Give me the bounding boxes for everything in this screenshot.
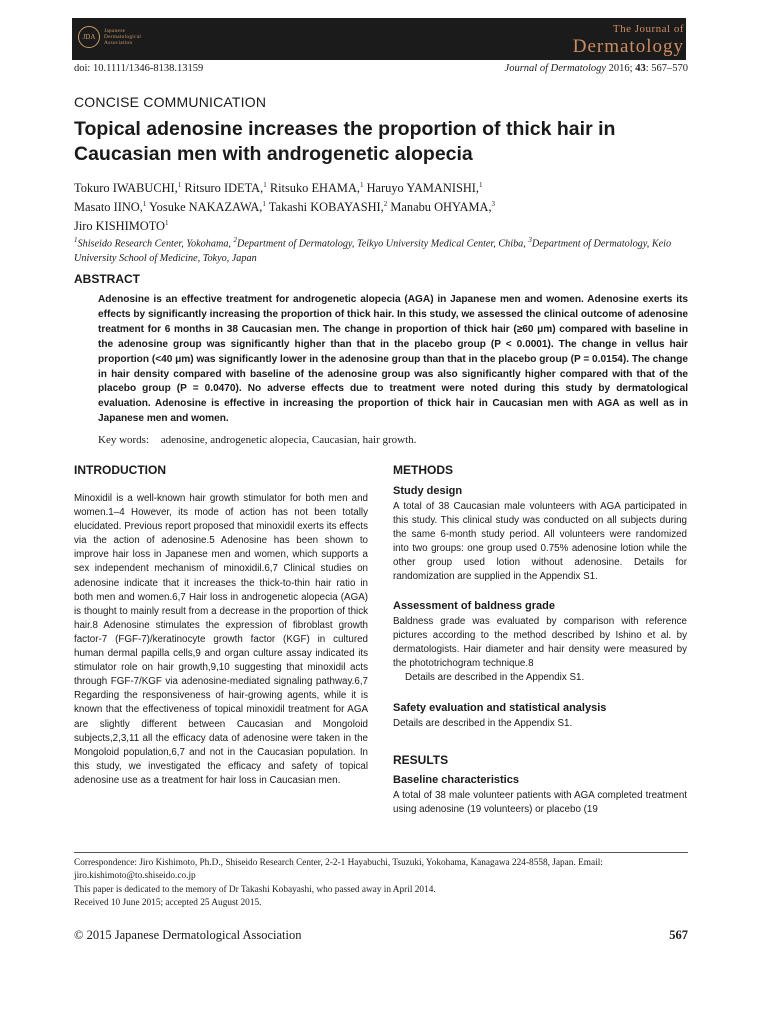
study-design-heading: Study design — [393, 485, 463, 497]
page-title: Topical adenosine increases the proportion of thick hair in Caucasian men with androgenetic alopecia — [74, 118, 616, 165]
footnotes — [74, 857, 694, 910]
footnote-divider — [74, 852, 688, 853]
baldness-body: Baldness grade was evaluated by comparison with reference pictures according to the method described by Ishino et al. by dermatologists. Hair diameter and hair density were measured by the phototrichogram technique.8 — [393, 616, 687, 670]
author-line-2: Masato IINO,$^1$ Yosuke NAKAZAWA,$^1$ Takashi KOBAYASHI,$^2$ Manabu OHYAMA,$^3$ — [74, 200, 496, 215]
journal-name-small: The Journal of — [612, 23, 684, 35]
copyright: © 2015 Japanese Dermatological Association — [74, 928, 302, 942]
results-heading: RESULTS — [393, 753, 449, 767]
abstract-body: Adenosine is an effective treatment for androgenetic alopecia (AGA) in Japanese men and women. Adenosine exerts its effects by significantly increasing the proportion of thick hair. In this study, we assessed the clinical outcome of adenosine treatment for 6 months in 38 Caucasian men. The change in proportion of thick hair (≥60 μm) compared with baseline in the adenosine group was significantly higher than that in the placebo group (P < 0.0001). The change in vellus hair proportion (<40 μm) was significantly lower in the adenosine group than that in the placebo group (P = 0.0154). The change in hair density compared with baseline of the adenosine group was also significantly higher compared with that of the placebo group (P = 0.0470). No adverse effects due to treatment were noted during this study by dermatological evaluation. Adenosine is effective in increasing the proportion of thick hair in Caucasian men with AGA as well as in Japanese men and women. — [98, 294, 688, 425]
journal-header-bar — [72, 18, 686, 60]
keywords-label: Key words: — [98, 434, 150, 446]
methods-heading: METHODS — [393, 463, 453, 477]
keywords — [98, 434, 416, 446]
correspondence-note: Correspondence: Jiro Kishimoto, Ph.D., Shiseido Research Center, 2-2-1 Hayabuchi, Tsuzuki, Yokohama, Kanagawa 224-8558, Japan. Email: jiro.kishimoto@to.shiseido.co.jp — [74, 858, 603, 882]
article-type: CONCISE COMMUNICATION — [74, 94, 267, 110]
received-note: Received 10 June 2015; accepted 25 August 2015. — [74, 897, 262, 908]
author-line-1: Tokuro IWABUCHI,$^1$ Ritsuro IDETA,$^1$ Ritsuko EHAMA,$^1$ Haruyo YAMANISHI,$^1$ — [74, 181, 483, 196]
study-design-body: A total of 38 Caucasian male volunteers with AGA participated in this study. This clinical study was conducted on all subjects during the same 6-month study period. All volunteers were randomized into two groups: one group used 0.75% adenosine lotion while the other group used lotion without adenosine. Details for randomization are supplied in the Appendix S1. — [393, 501, 687, 583]
logo-text: Japanese Dermatological Association — [104, 27, 142, 47]
doi: doi: 10.1111/1346-8138.13159 — [74, 63, 204, 74]
baldness-heading: Assessment of baldness grade — [393, 600, 556, 612]
baseline-heading: Baseline characteristics — [393, 774, 519, 786]
affiliations: $^1$Shiseido Research Center, Yokohama, $^2$Department of Dermatology, Teikyo University Medical Center, Chiba, $^3$Department of Dermatology, Keio University School of Medicine, Tokyo, Japan — [74, 236, 672, 265]
baldness-detail: Details are described in the Appendix S1. — [405, 672, 585, 683]
author-list — [74, 177, 694, 234]
introduction-heading: INTRODUCTION — [74, 463, 166, 477]
abstract-heading: ABSTRACT — [74, 272, 140, 286]
keywords-text: adenosine, androgenetic alopecia, Caucasian, hair growth. — [160, 434, 417, 446]
baseline-body: A total of 38 male volunteer patients with AGA completed treatment using adenosine (19 volunteers) or placebo (19 — [393, 790, 687, 816]
logo-mark: JDA — [78, 26, 100, 48]
safety-heading: Safety evaluation and statistical analysis — [393, 702, 607, 714]
jda-logo — [78, 26, 141, 48]
safety-body: Details are described in the Appendix S1. — [393, 718, 573, 729]
dedication-note: This paper is dedicated to the memory of Dr Takashi Kobayashi, who passed away in April 2014. — [74, 884, 436, 895]
author-line-3: Jiro KISHIMOTO$^1$ — [74, 219, 169, 234]
page-number: 567 — [669, 928, 688, 942]
journal-name-big: Dermatology — [572, 36, 684, 57]
citation: Journal of Dermatology 2016; 43: 567–570 — [504, 63, 688, 74]
introduction-body: Minoxidil is a well-known hair growth stimulator for both men and women.1–4 However, its mode of action has not been totally elucidated. Previous report proposed that minoxidil exerts its effects via the action of adenosine.5 Adenosine has been shown to improve hair loss in Japanese men and women, which supports a sex independent mechanism of minoxidil.6,7 Clinical studies on adenosine indicate that it increases the thick-to-thin hair ratio in both men and women.6,7 Hair loss in androgenetic alopecia (AGA) is thought to mainly result from a decrease in the proportion of thick hair.8 Adenosine stimulates the expression of fibroblast growth factor-7 (FGF-7)/keratinocyte growth factor (KGF) in cultured human dermal papilla cells,9 and organ culture assay indicated its stimulator role on hair growth,9,10 suggesting that minoxidil acts through FGF-7/KGF via adenosine-mediated signaling pathway.6,7 Regarding the responsiveness of hair-growing agents, while it is known that the effectiveness of topical minoxidil treatment for AGA are slightly different between Caucasian and Mongoloid subjects,2,3,11 all the efficacy data of adenosine were taken in the Mongoloid population,6,7 and not in the Caucasian population. In this study, we investigated the efficacy and safety of topical adenosine use as a treatment for hair loss in Caucasian men. — [74, 493, 368, 786]
